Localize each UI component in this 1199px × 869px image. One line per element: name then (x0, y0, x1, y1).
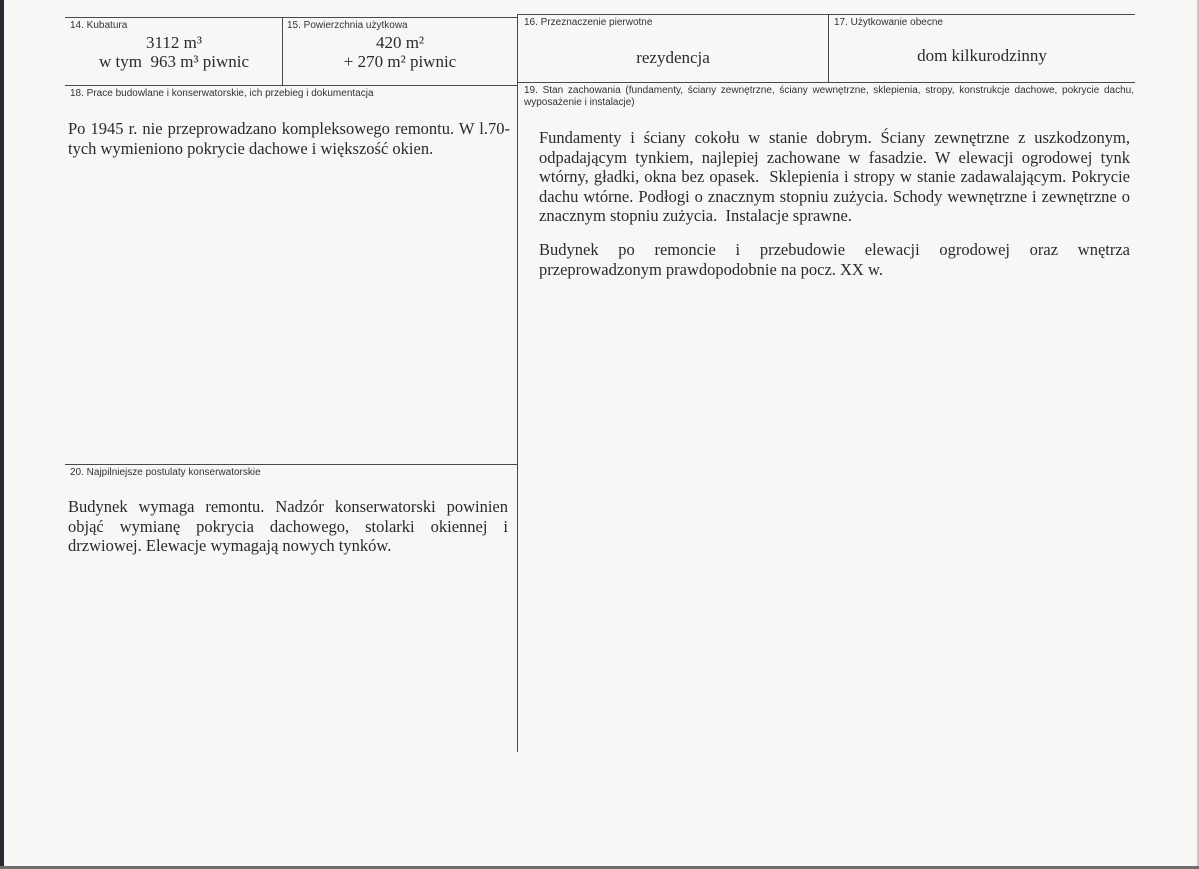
field-17-value: dom kilkurodzinny (917, 46, 1047, 65)
field-14-value-line1: 3112 m³ (146, 33, 202, 52)
field-15-value-line2: + 270 m² piwnic (343, 52, 457, 71)
field-14-value-line2: w tym 963 m³ piwnic (98, 52, 250, 71)
scan-edge-left (0, 0, 4, 869)
field-20-text: Budynek wymaga remontu. Nadzór konserwatorski powinien objąć wymianę pokrycia dachowego, stolarki okiennej i drzwiowej. Elewacje wymagają nowych tynków. (68, 497, 508, 555)
rule-top-right (517, 14, 1135, 15)
field-16-value: rezydencja (636, 48, 710, 67)
divider-main (517, 14, 518, 752)
field-14-label: 14. Kubatura (70, 20, 128, 31)
rule-section20 (65, 464, 517, 465)
field-17-label: 17. Użytkowanie obecne (834, 17, 943, 28)
rule-mid-left (65, 85, 517, 86)
field-19-text-p1: Fundamenty i ściany cokołu w stanie dobrym. Ściany zewnętrzne z uszkodzonym, odpadającym tynkiem, najlepiej zachowane w fasadzie. W elewacji ogrodowej tynk wtórny, gładki, okna bez opasek. Sklepienia i stropy w stanie zadawalającym. Pokrycie dachu wtórne. Podłogi o znacznym stopniu zużycia. Schody wewnętrzne i zewnętrzne o znacznym stopniu zużycia. Instalacje sprawne. (539, 128, 1135, 225)
field-18-text: Po 1945 r. nie przeprowadzano kompleksowego remontu. W l.70-tych wymieniono pokrycie dachowe i większość okien. (68, 119, 510, 158)
field-16-label: 16. Przeznaczenie pierwotne (524, 17, 653, 28)
rule-top-left (65, 17, 517, 18)
rule-mid-right (517, 82, 1135, 83)
field-15-label: 15. Powierzchnia użytkowa (287, 20, 408, 31)
field-20-label: 20. Najpilniejsze postulaty konserwatorskie (70, 467, 261, 478)
field-19-text-p2: Budynek po remoncie i przebudowie elewacji ogrodowej oraz wnętrza przeprowadzonym prawdopodobnie na pocz. XX w. (539, 240, 1130, 279)
field-15-value-line1: 420 m² (375, 33, 425, 52)
field-19-label: 19. Stan zachowania (fundamenty, ściany zewnętrzne, ściany wewnętrzne, sklepienia, stropy, konstrukcje dachowe, pokrycie dachu, wyposażenie i instalacje) (524, 85, 1134, 108)
field-18-label: 18. Prace budowlane i konserwatorskie, ich przebieg i dokumentacja (70, 88, 374, 99)
